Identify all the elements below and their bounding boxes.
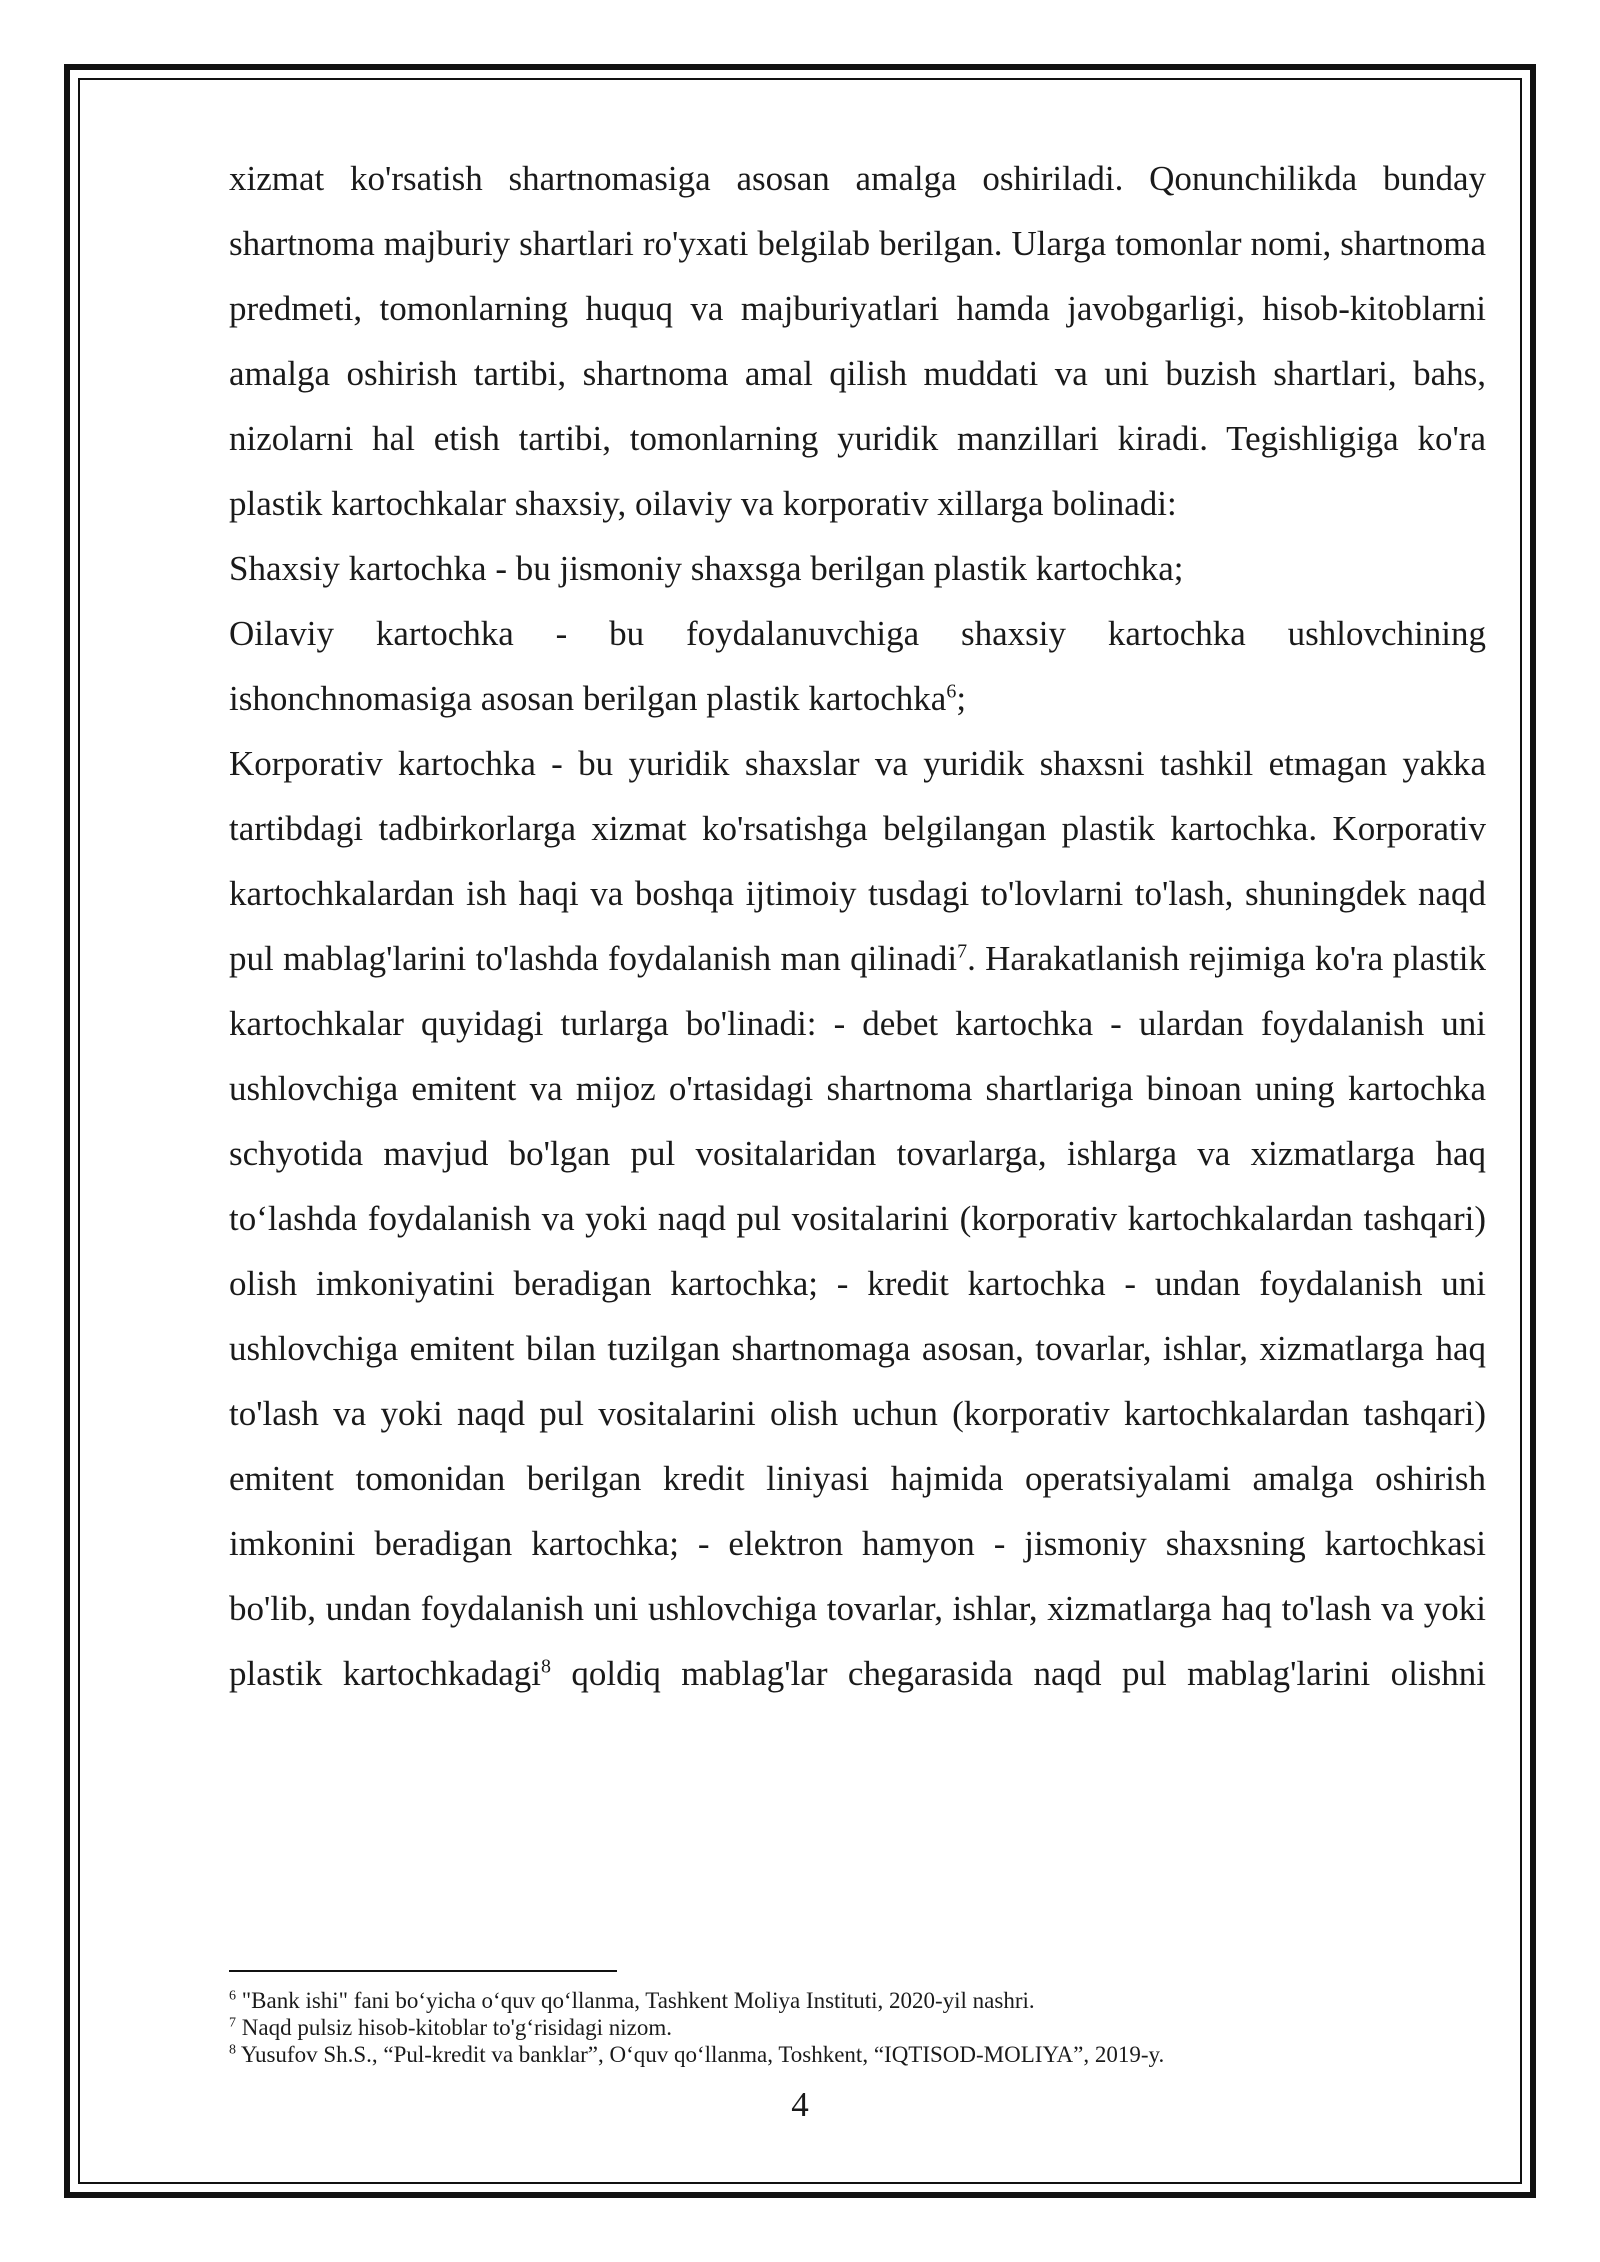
paragraph-corporate-card: [229, 731, 1486, 1706]
footnote-ref-7: 7: [957, 940, 968, 963]
page-number: 4: [791, 2085, 809, 2124]
footnote-ref-6: 6: [946, 680, 957, 703]
footnote-7: [229, 2014, 1486, 2041]
corporate-card-text: Korporativ kartochka - bu yuridik shaxslar va yuridik shaxsni tashkil etmagan yakka tartibdagi tadbirkorlarga xizmat ko'rsatishga belgilangan plastik kartochka. Korporativ kartochkalardan ish haqi va boshqa ijtimoiy tusdagi to'lovlarni to'lash, shuningdek naqd pul mablag'larini to'lashda foydalanish man qilinadi: [229, 744, 1486, 978]
footnote-ref-8: 8: [540, 1655, 551, 1678]
footnote-6: [229, 1987, 1486, 2014]
footnote-8: [229, 2041, 1486, 2068]
family-card-end: ;: [956, 679, 967, 718]
footnote-6-text: "Bank ishi" fani bo‘yicha o‘quv qo‘llanma, Tashkent Moliya Instituti, 2020-yil nashri.: [236, 1988, 1035, 2013]
card-types-continued: qoldiq mablag'lar chegarasida naqd pul mablag'larini olishni: [550, 1654, 1486, 1693]
paragraph-family-card: [229, 601, 1486, 731]
paragraph-personal-card: Shaxsiy kartochka - bu jismoniy shaxsga berilgan plastik kartochka;: [229, 549, 1184, 588]
main-text: [229, 146, 1486, 1706]
card-types-text: . Harakatlanish rejimiga ko'ra plastik kartochkalar quyidagi turlarga bo'linadi: - debet kartochka - ulardan foydalanish uni ushlovchiga emitent va mijoz o'rtasidagi shartnoma shartlariga binoan uning kartochka schyotida mavjud bo'lgan pul vositalaridan tovarlarga, ishlarga va xizmatlarga haq to‘lashda foydalanish va yoki naqd pul vositalarini (korporativ kartochkalardan tashqari) olish imkoniyatini beradigan kartochka; - kredit kartochka - undan foydalanish uni ushlovchiga emitent bilan tuzilgan shartnomaga asosan, tovarlar, ishlar, xizmatlarga haq to'lash va yoki naqd pul vositalarini olish uchun (korporativ kartochkalardan tashqari) emitent tomonidan berilgan kredit liniyasi hajmida operatsiyalami amalga oshirish imkonini beradigan kartochka; - elektron hamyon - jismoniy shaxsning kartochkasi bo'lib, undan foydalanish uni ushlovchiga tovarlar, ishlar, xizmatlarga haq to'lash va yoki plastik kartochkadagi: [229, 939, 1486, 1693]
footnotes: [229, 1987, 1486, 2068]
paragraph-contract-conditions: xizmat ko'rsatish shartnomasiga asosan amalga oshiriladi. Qonunchilikda bunday shartnoma majburiy shartlari ro'yxati belgilab berilgan. Ularga tomonlar nomi, shartnoma predmeti, tomonlarning huquq va majburiyatlari hamda javobgarligi, hisob-kitoblarni amalga oshirish tartibi, shartnoma amal qilish muddati va uni buzish shartlari, bahs, nizolarni hal etish tartibi, tomonlarning yuridik manzillari kiradi. Tegishligiga ko'ra plastik kartochkalar shaxsiy, oilaviy va korporativ xillarga bolinadi:: [229, 159, 1486, 523]
footnote-6-number: 6: [229, 1988, 236, 2004]
family-card-text: Oilaviy kartochka - bu foydalanuvchiga shaxsiy kartochka ushlovchining ishonchnomasiga asosan berilgan plastik kartochka: [229, 614, 1486, 718]
footnote-8-text: Yusufov Sh.S., “Pul-kredit va banklar”, O‘quv qo‘llanma, Toshkent, “IQTISOD-MOLIYA”, 2019-y.: [236, 2042, 1165, 2067]
footnote-7-text: Naqd pulsiz hisob-kitoblar to'g‘risidagi nizom.: [236, 2015, 672, 2040]
footnote-8-number: 8: [229, 2042, 236, 2058]
footnote-separator: [229, 1970, 617, 1972]
footnote-7-number: 7: [229, 2015, 236, 2031]
